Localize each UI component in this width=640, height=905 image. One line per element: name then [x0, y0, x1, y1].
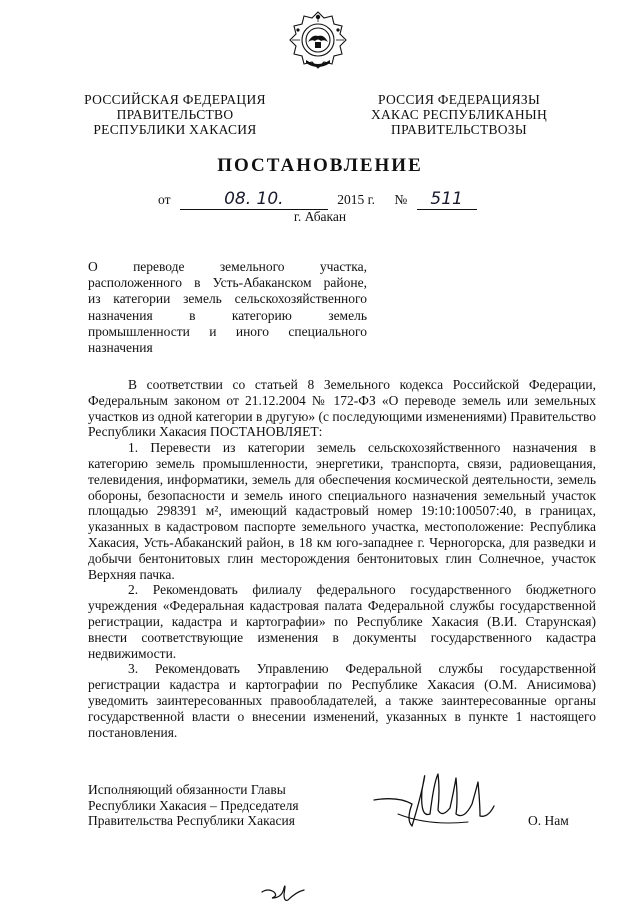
- subject-line: назначения: [88, 340, 153, 356]
- subject-line: расположенного в Усть-Абаканском районе,: [88, 275, 367, 291]
- subject-line: О переводе земельного участка,: [88, 259, 367, 274]
- header-right-kjh: [360, 92, 558, 137]
- number-label: №: [394, 192, 408, 207]
- subject-line: промышленности и иного специального: [88, 323, 367, 339]
- header-left-line: РЕСПУБЛИКИ ХАКАСИЯ: [93, 122, 257, 137]
- signatory-line: Республики Хакасия – Председателя: [88, 797, 299, 813]
- body-item-1: 1. Перевести из категории земель сельскохозяйственного назначения в категорию земель промышленности, энергетики, транспорта, связи, радиовещания, телевидения, информатики, земель для обеспечения космической деятельности, земель обороны, безопасности и земель иного специального назначения земельный участок площадью 298391 м², имеющий кадастровый номер 19:10:100507:40, в границах, указанных в кадастровом паспорте земельного участка, местоположение: Республика Хакасия, Усть-Абаканский район, в 18 км юго-западнее г. Черногорска, для разведки и добычи бентонитовых глин месторождения бентонитовых глин Солнечное, участок Верхняя пачка.: [88, 440, 596, 582]
- date-from-label: от: [158, 192, 171, 207]
- header-left-ru: [80, 92, 270, 137]
- handwritten-signature-icon: [368, 760, 498, 840]
- handwritten-initials-icon: [258, 878, 308, 905]
- signatory-name: О. Нам: [528, 813, 569, 828]
- document-city: г. Абакан: [293, 209, 347, 224]
- signatory-line: Исполняющий обязанности Главы: [88, 782, 286, 797]
- body-item-3: 3. Рекомендовать Управлению Федеральной службы государственной регистрации кадастра и картографии по Республике Хакасия (О.М. Анисимова) уведомить заинтересованных правообладателей, а также заинтересованные органы государственной власти о внесении изменений, указанных в пункте 1 настоящего постановления.: [88, 661, 596, 740]
- header-right-line: РОССИЯ ФЕДЕРАЦИЯЗЫ: [377, 92, 541, 107]
- document-title: ПОСТАНОВЛЕНИЕ: [217, 155, 423, 176]
- document-body: [88, 377, 596, 740]
- date-year: 2015 г.: [337, 192, 375, 207]
- document-subject: [88, 259, 367, 356]
- header-left-line: ПРАВИТЕЛЬСТВО: [116, 107, 234, 122]
- header-right-line: ПРАВИТЕЛЬСТВОЗЫ: [391, 122, 527, 137]
- subject-line: из категории земель сельскохозяйственного: [88, 291, 367, 307]
- body-preamble: В соответствии со статьей 8 Земельного кодекса Российской Федерации, Федеральным законом от 21.12.2004 № 172-ФЗ «О переводе земель или земельных участков из одной категории в другую» (с последующими изменениями) Правительство Республики Хакасия ПОСТАНОВЛЯЕТ:: [88, 377, 596, 440]
- header-left-line: РОССИЙСКАЯ ФЕДЕРАЦИЯ: [84, 92, 266, 107]
- republic-khakassia-coat-of-arms-icon: [284, 8, 352, 76]
- body-item-2: 2. Рекомендовать филиалу федерального государственного бюджетного учреждения «Федеральная кадастровая палата Федеральной службы государственной регистрации, кадастра и картографии» по Республике Хакасия (В.И. Старунская) внести соответствующие изменения в документы государственного кадастра недвижимости.: [88, 582, 596, 661]
- number-handwritten: 511: [417, 189, 477, 210]
- subject-line: назначения в категорию земель: [88, 307, 367, 323]
- document-dateline: [158, 189, 477, 210]
- date-handwritten: 08. 10.: [180, 189, 328, 210]
- signatory-title: [88, 782, 299, 829]
- signatory-line: Правительства Республики Хакасия: [88, 813, 295, 828]
- header-right-line: ХАКАС РЕСПУБЛИКАНЫҢ: [370, 107, 548, 122]
